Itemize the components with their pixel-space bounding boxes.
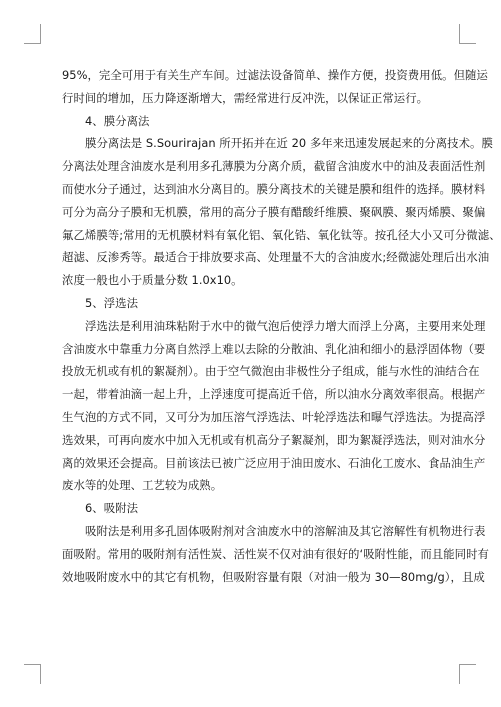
crop-mark-bottom-left-h [24,664,41,665]
crop-mark-top-left-v [40,24,41,44]
section-heading: 5、浮选法 [85,295,139,310]
text-line: 废水等的处理、工艺较为成熟。 [62,478,223,493]
text-line: 行时间的增加，压力降逐渐增大，需经常进行反冲洗，以保证正常运行。 [62,90,429,105]
text-line: 生气泡的方式不同，又可分为加压溶气浮选法、叶轮浮选法和曝气浮选法。为提高浮 [62,409,486,424]
section-heading: 6、吸附法 [85,501,139,516]
crop-mark-bottom-right-h [459,664,476,665]
text-line: 95%，完全可用于有关生产车间。过滤法设备简单、操作方便，投资费用低。但随运 [62,68,488,82]
text-line: 一起，带着油滴一起上升，上浮速度可提高近千倍，所以油水分离效率很高。根据产 [62,387,486,402]
text-line: 含油废水中靠重力分离自然浮上难以去除的分散油、乳化油和细小的悬浮固体物（要 [62,341,486,356]
text-line: 膜分离法是 S.Sourirajan 所开拓并在近 20 多年来迅速发展起来的分离技术。膜 [85,136,493,151]
text-line: 效地吸附废水中的其它有机物，但吸附容量有限（对油一般为 30—80mg/g），且成 [62,569,485,584]
text-line: 面吸附。常用的吸附剂有活性炭、活性炭不仅对油有很好的‘吸附性能，而且能同时有 [62,546,489,561]
text-line: 吸附法是利用多孔固体吸附剂对含油废水中的溶解油及其它溶解性有机物进行表 [85,523,486,538]
text-line: 可分为高分子膜和无机膜，常用的高分子膜有醋酸纤维膜、聚砜膜、聚丙烯膜、聚偏 [62,204,486,219]
text-line: 超滤、反渗秀等。最适合于排放要求高、处理量不大的含油废水;经微滤处理后出水油 [62,250,490,265]
crop-mark-bottom-left-v [40,664,41,684]
text-line: 浮选法是利用油珠粘附于水中的微气泡后使浮力增大而浮上分离，主要用来处理 [85,318,486,333]
text-line: 浓度一般也小于质量分数 1.0x10。 [62,273,243,288]
crop-mark-bottom-right-v [459,664,460,684]
crop-mark-top-right-v [459,24,460,44]
text-line: 选效果，可再向废水中加入无机或有机高分子絮凝剂，即为絮凝浮选法，则对油水分 [62,432,486,447]
crop-mark-top-left-h [24,43,41,44]
text-line: 而使水分子通过，达到油水分离目的。膜分离技术的关键是膜和组件的选择。膜材料 [62,181,486,196]
text-line: 氟乙烯膜等;常用的无机膜材料有氧化铝、氧化锆、氧化钛等。按孔径大小又可分微滤、 [62,227,501,242]
text-line: 分离法处理含油废水是利用多孔薄膜为分离介质，截留含油废水中的油及表面活性剂 [62,159,486,174]
section-heading: 4、膜分离法 [85,113,150,128]
crop-mark-top-right-h [459,43,476,44]
text-line: 投放无机或有机的絮凝剂）。由于空气微泡由非极性分子组成，能与水性的油结合在 [62,364,480,379]
text-line: 离的效果还会提高。目前该法已被广泛应用于油田废水、石油化工废水、食品油生产 [62,455,486,470]
document-body [62,64,501,588]
